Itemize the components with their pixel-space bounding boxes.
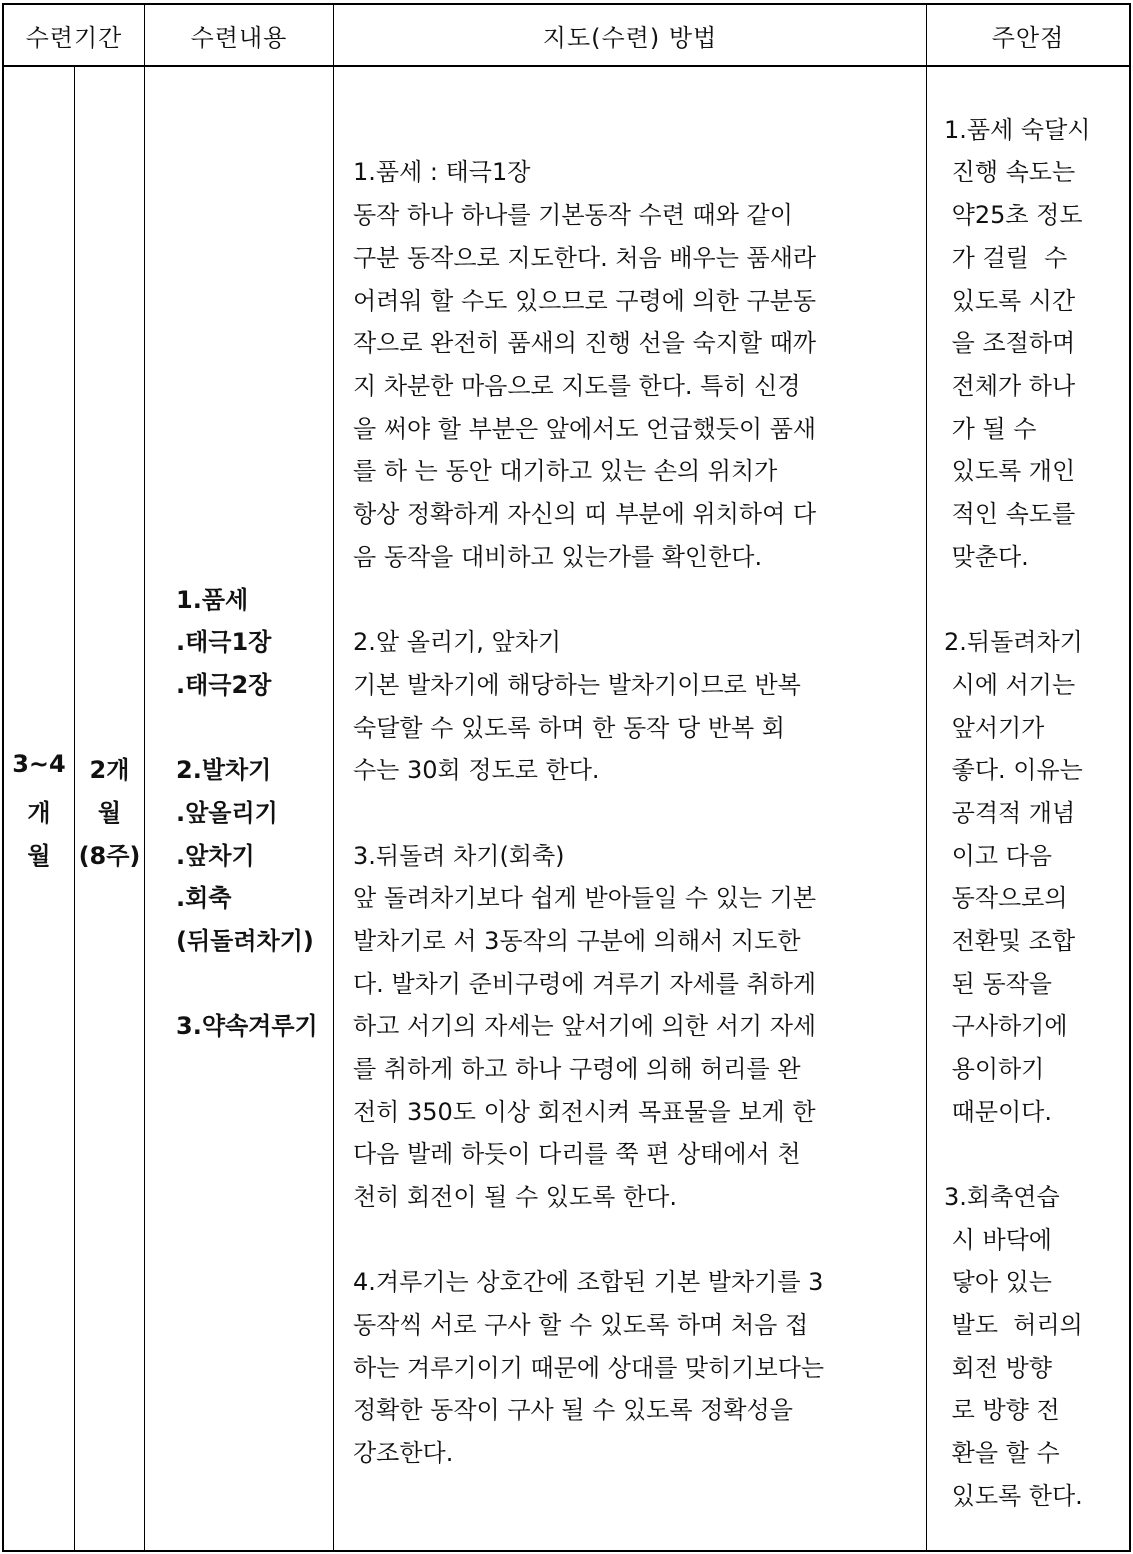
content-line: 3.약속겨루기 bbox=[176, 1012, 318, 1040]
caution-line: 가 걸릴 수 bbox=[944, 244, 1068, 272]
header-method: 지도(수련) 방법 bbox=[542, 23, 718, 52]
caution-line: 로 방향 전 bbox=[944, 1396, 1060, 1424]
method-line: 정확한 동작이 구사 될 수 있도록 정확성을 bbox=[353, 1396, 793, 1424]
method-line: 수는 30회 정도로 한다. bbox=[353, 756, 600, 784]
method-line: 음 동작을 대비하고 있는가를 확인한다. bbox=[353, 543, 763, 571]
table-border-right bbox=[1129, 3, 1131, 1552]
method-line: 다음 발레 하듯이 다리를 쭉 편 상태에서 천 bbox=[353, 1140, 801, 1168]
method-line: 다. 발차기 준비구령에 겨루기 자세를 취하게 bbox=[353, 970, 817, 998]
content-line: (뒤돌려차기) bbox=[176, 927, 314, 955]
caution-line: 전환및 조합 bbox=[944, 927, 1076, 955]
header-caution: 주안점 bbox=[991, 23, 1065, 52]
method-line: 기본 발차기에 해당하는 발차기이므로 반복 bbox=[353, 671, 801, 699]
method-line: 1.품세 : 태극1장 bbox=[353, 158, 531, 186]
caution-line: 시에 서기는 bbox=[944, 671, 1076, 699]
caution-line: 회전 방향 bbox=[944, 1354, 1052, 1382]
caution-line: 좋다. 이유는 bbox=[944, 756, 1083, 784]
table-border-bottom bbox=[2, 1550, 1131, 1552]
caution-line: 공격적 개념 bbox=[944, 799, 1076, 827]
method-line: 동작씩 서로 구사 할 수 있도록 하며 처음 접 bbox=[353, 1311, 809, 1339]
content-line: .회축 bbox=[176, 884, 232, 912]
caution-line: 적인 속도를 bbox=[944, 500, 1076, 528]
method-line: 4.겨루기는 상호간에 조합된 기본 발차기를 3 bbox=[353, 1268, 824, 1296]
caution-line: 앞서기가 bbox=[944, 714, 1045, 742]
caution-line: 닿아 있는 bbox=[944, 1268, 1052, 1296]
header-period: 수련기간 bbox=[25, 23, 123, 52]
header-content: 수련내용 bbox=[190, 23, 288, 52]
caution-line: 발도 허리의 bbox=[944, 1311, 1083, 1339]
total-duration-line: 개 bbox=[27, 799, 51, 827]
caution-line: 3.회축연습 bbox=[944, 1183, 1060, 1211]
content-line: .앞올리기 bbox=[176, 799, 278, 827]
method-line: 구분 동작으로 지도한다. 처음 배우는 품새라 bbox=[353, 244, 817, 272]
method-line: 하고 서기의 자세는 앞서기에 의한 서기 자세 bbox=[353, 1012, 817, 1040]
sub-duration-line: (8주) bbox=[78, 842, 141, 870]
caution-line: 2.뒤돌려차기 bbox=[944, 628, 1083, 656]
caution-line: 때문이다. bbox=[944, 1098, 1052, 1126]
method-line: 3.뒤돌려 차기(회축) bbox=[353, 842, 565, 870]
column-divider-caution bbox=[926, 3, 927, 1552]
method-line: 어려워 할 수도 있으므로 구령에 의한 구분동 bbox=[353, 287, 817, 315]
method-line: 숙달할 수 있도록 하며 한 동작 당 반복 회 bbox=[353, 714, 785, 742]
caution-line: 환을 할 수 bbox=[944, 1439, 1060, 1467]
content-line: 2.발차기 bbox=[176, 756, 272, 784]
method-line: 항상 정확하게 자신의 띠 부분에 위치하여 다 bbox=[353, 500, 817, 528]
method-line: 동작 하나 하나를 기본동작 수련 때와 같이 bbox=[353, 201, 793, 229]
caution-line: 맞춘다. bbox=[944, 543, 1029, 571]
caution-line: 을 조절하며 bbox=[944, 329, 1076, 357]
content-line: 1.품세 bbox=[176, 586, 249, 614]
caution-line: 전체가 하나 bbox=[944, 372, 1076, 400]
method-line: 하는 겨루기이기 때문에 상대를 맞히기보다는 bbox=[353, 1354, 825, 1382]
method-line: 전히 350도 이상 회전시켜 목표물을 보게 한 bbox=[353, 1098, 816, 1126]
method-line: 지 차분한 마음으로 지도를 한다. 특히 신경 bbox=[353, 372, 801, 400]
method-line: 강조한다. bbox=[353, 1439, 454, 1467]
caution-line: 이고 다음 bbox=[944, 842, 1052, 870]
method-line: 발차기로 서 3동작의 구분에 의해서 지도한 bbox=[353, 927, 801, 955]
caution-line: 1.품세 숙달시 bbox=[944, 116, 1091, 144]
caution-line: 동작으로의 bbox=[944, 884, 1068, 912]
method-line: 을 써야 할 부분은 앞에서도 언급했듯이 품새 bbox=[353, 415, 817, 443]
column-divider-content bbox=[144, 3, 145, 1552]
caution-line: 가 될 수 bbox=[944, 415, 1037, 443]
column-divider-method bbox=[333, 3, 334, 1552]
total-duration-line: 3~4 bbox=[12, 750, 66, 778]
caution-line: 있도록 한다. bbox=[944, 1482, 1083, 1510]
caution-line: 약25초 정도 bbox=[944, 201, 1083, 229]
method-line: 를 취하게 하고 하나 구령에 의해 허리를 완 bbox=[353, 1055, 801, 1083]
caution-line: 용이하기 bbox=[944, 1055, 1045, 1083]
sub-duration-line: 월 bbox=[97, 799, 122, 827]
method-line: 를 하 는 동안 대기하고 있는 손의 위치가 bbox=[353, 457, 778, 485]
method-line: 앞 돌려차기보다 쉽게 받아들일 수 있는 기본 bbox=[353, 884, 817, 912]
content-line: .앞차기 bbox=[176, 842, 255, 870]
method-line: 2.앞 올리기, 앞차기 bbox=[353, 628, 562, 656]
caution-line: 진행 속도는 bbox=[944, 158, 1076, 186]
caution-line: 구사하기에 bbox=[944, 1012, 1068, 1040]
method-line: 천히 회전이 될 수 있도록 한다. bbox=[353, 1183, 677, 1211]
caution-line: 있도록 개인 bbox=[944, 457, 1076, 485]
caution-line: 된 동작을 bbox=[944, 970, 1052, 998]
caution-line: 시 바닥에 bbox=[944, 1226, 1052, 1254]
caution-line: 있도록 시간 bbox=[944, 287, 1076, 315]
content-line: .태극2장 bbox=[176, 671, 272, 699]
sub-duration-line: 2개 bbox=[89, 756, 130, 784]
total-duration-line: 월 bbox=[27, 842, 51, 870]
content-line: .태극1장 bbox=[176, 628, 272, 656]
method-line: 작으로 완전히 품새의 진행 선을 숙지할 때까 bbox=[353, 329, 817, 357]
